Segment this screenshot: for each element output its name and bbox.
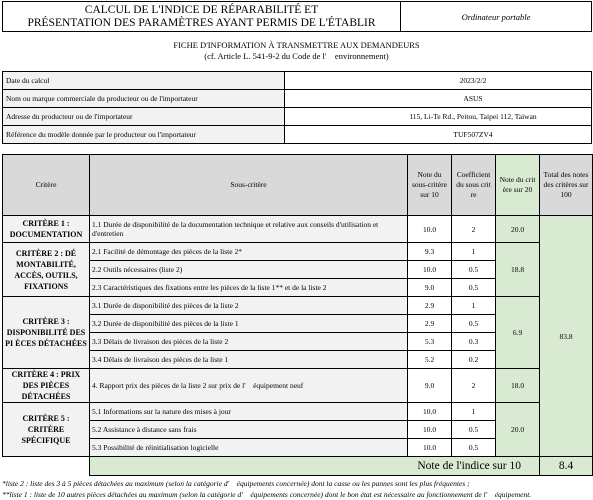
sub-note: 2.9 xyxy=(408,315,452,333)
sub-coef: 0.5 xyxy=(452,279,496,297)
total-score: 83.8 xyxy=(540,216,593,457)
sub-note: 5.2 xyxy=(408,351,452,369)
sub-coef: 1 xyxy=(452,297,496,315)
page-title xyxy=(3,2,401,32)
header-table xyxy=(2,1,592,32)
sub-coef: 2 xyxy=(452,369,496,403)
info-value xyxy=(285,72,592,90)
index-label: Note de l'indice sur 10 xyxy=(90,457,540,476)
fiche-line-1: FICHE D'INFORMATION À TRANSMETTRE AUX DEMANDEURS xyxy=(173,40,420,50)
col-header-total: Total des notes des critères sur 100 xyxy=(540,155,593,216)
info-value-text: ASUS xyxy=(463,94,483,103)
sub-criterion: 3.2 Durée de disponibilité des pièces de la liste 1 xyxy=(90,315,408,333)
table-header-row xyxy=(3,155,593,216)
sub-criterion: 3.1 Durée de disponibilité des pièces de la liste 2 xyxy=(90,297,408,315)
info-value-text: TUF507ZV4 xyxy=(453,130,493,139)
info-value xyxy=(285,90,592,108)
sub-coef: 0.5 xyxy=(452,421,496,439)
sub-criterion: 3.4 Délais de livraison des pièces de la liste 1 xyxy=(90,351,408,369)
table-row xyxy=(3,297,593,315)
sub-coef: 2 xyxy=(452,216,496,243)
sub-note: 5.3 xyxy=(408,333,452,351)
sub-note: 10.0 xyxy=(408,421,452,439)
info-label: Référence du modèle donnée par le producteur ou l'importateur xyxy=(3,126,285,144)
criterion-name: CRITÈRE 2 : DÉ MONTABILITÉ, ACCÈS, OUTILS, FIXATIONS xyxy=(3,243,90,297)
footnote-liste-1: **liste 1 : liste de 10 autres pièces détachées au maximum (selon la catégorie d' équipements concernée) dont le bon état est nécessaire au fonctionnement de l' équipement. xyxy=(2,490,532,499)
fiche-line-2: (cf. Article L. 541-9-2 du Code de l' environnement) xyxy=(204,51,389,61)
info-label: Adresse du producteur ou de l'importateur xyxy=(3,108,285,126)
footer-row xyxy=(3,457,593,476)
criterion-note: 18.8 xyxy=(496,243,540,297)
info-row xyxy=(3,72,592,90)
table-row xyxy=(3,403,593,421)
sub-criterion: 5.3 Possibilité de réinitialisation logicielle xyxy=(90,439,408,457)
sub-criterion: 5.1 Informations sur la nature des mises à jour xyxy=(90,403,408,421)
sub-note: 2.9 xyxy=(408,297,452,315)
device-type: Ordinateur portable xyxy=(401,2,592,32)
col-header-note-crit: Note du crit ère sur 20 xyxy=(496,155,540,216)
info-value xyxy=(285,108,592,126)
info-value-text: 2023/2/2 xyxy=(459,76,487,85)
sub-criterion: 3.3 Délais de livraison des pièces de la liste 2 xyxy=(90,333,408,351)
sub-note: 10.0 xyxy=(408,216,452,243)
index-value: 8.4 xyxy=(540,457,593,476)
sub-note: 9.3 xyxy=(408,243,452,261)
info-row xyxy=(3,126,592,144)
criterion-name: CRITÈRE 3 : DISPONIBILITÉ DES PI ÈCES DÉTACHÉES xyxy=(3,297,90,369)
criterion-name: CRITÈRE 4 : PRIX DES PIÈCES DÉTACHÉES xyxy=(3,369,90,403)
footer-spacer xyxy=(3,457,90,476)
info-label: Date du calcul xyxy=(3,72,285,90)
sub-criterion: 2.3 Caractéristiques des fixations entre les pièces de la liste 1** et de la liste 2 xyxy=(90,279,408,297)
col-header-note-sous: Note du sous-critère sur 10 xyxy=(408,155,452,216)
info-value-text: 115, Li-Te Rd., Peitou, Taipei 112, Taiwan xyxy=(409,112,537,121)
sub-criterion: 5.2 Assistance à distance sans frais xyxy=(90,421,408,439)
sub-note: 10.0 xyxy=(408,403,452,421)
info-table xyxy=(2,71,592,144)
sub-criterion: 2.1 Facilité de démontage des pièces de la liste 2* xyxy=(90,243,408,261)
sub-coef: 0.3 xyxy=(452,333,496,351)
sub-coef: 0.5 xyxy=(452,439,496,457)
sub-note: 9.0 xyxy=(408,279,452,297)
fiche-heading xyxy=(0,40,593,62)
criterion-note: 18.0 xyxy=(496,369,540,403)
sub-criterion: 1.1 Durée de disponibilité de la documentation technique et relative aux conseils d'utilisation et d'entretien xyxy=(90,216,408,243)
table-row xyxy=(3,216,593,243)
criterion-note: 6.9 xyxy=(496,297,540,369)
criterion-name: CRITÈRE 1 : DOCUMENTATION xyxy=(3,216,90,243)
sub-note: 9.0 xyxy=(408,369,452,403)
sub-note: 10.0 xyxy=(408,439,452,457)
info-row xyxy=(3,90,592,108)
sub-criterion: 2.2 Outils nécessaires (liste 2) xyxy=(90,261,408,279)
score-table xyxy=(2,154,593,476)
sub-coef: 1 xyxy=(452,403,496,421)
col-header-coef: Coefficient du sous crit re xyxy=(452,155,496,216)
title-line-1: CALCUL DE L'INDICE DE RÉPARABILITÉ ET xyxy=(84,3,319,16)
criterion-name: CRITÈRE 5 : CRITÈRE SPÉCIFIQUE xyxy=(3,403,90,457)
sub-note: 10.0 xyxy=(408,261,452,279)
criterion-note: 20.0 xyxy=(496,403,540,457)
title-line-2: PRÉSENTATION DES PARAMÈTRES AYANT PERMIS DE L'ÉTABLIR xyxy=(27,16,376,29)
sub-coef: 0.5 xyxy=(452,261,496,279)
info-label: Nom ou marque commerciale du producteur ou de l'importateur xyxy=(3,90,285,108)
sub-coef: 0.5 xyxy=(452,315,496,333)
sub-coef: 1 xyxy=(452,243,496,261)
col-header-critere: Critère xyxy=(3,155,90,216)
table-row xyxy=(3,369,593,403)
criterion-note: 20.0 xyxy=(496,216,540,243)
info-row xyxy=(3,108,592,126)
sub-criterion: 4. Rapport prix des pièces de la liste 2 sur prix de l' équipement neuf xyxy=(90,369,408,403)
footnote-liste-2: *liste 2 : liste des 3 à 5 pièces détachées au maximum (selon la catégorie d' équipements concernée) dont la casse ou les pannes sont les plus fréquentes ; xyxy=(2,479,470,488)
table-row xyxy=(3,243,593,261)
col-header-sous-critere: Sous-critère xyxy=(90,155,408,216)
sub-coef: 0.2 xyxy=(452,351,496,369)
info-value xyxy=(285,126,592,144)
